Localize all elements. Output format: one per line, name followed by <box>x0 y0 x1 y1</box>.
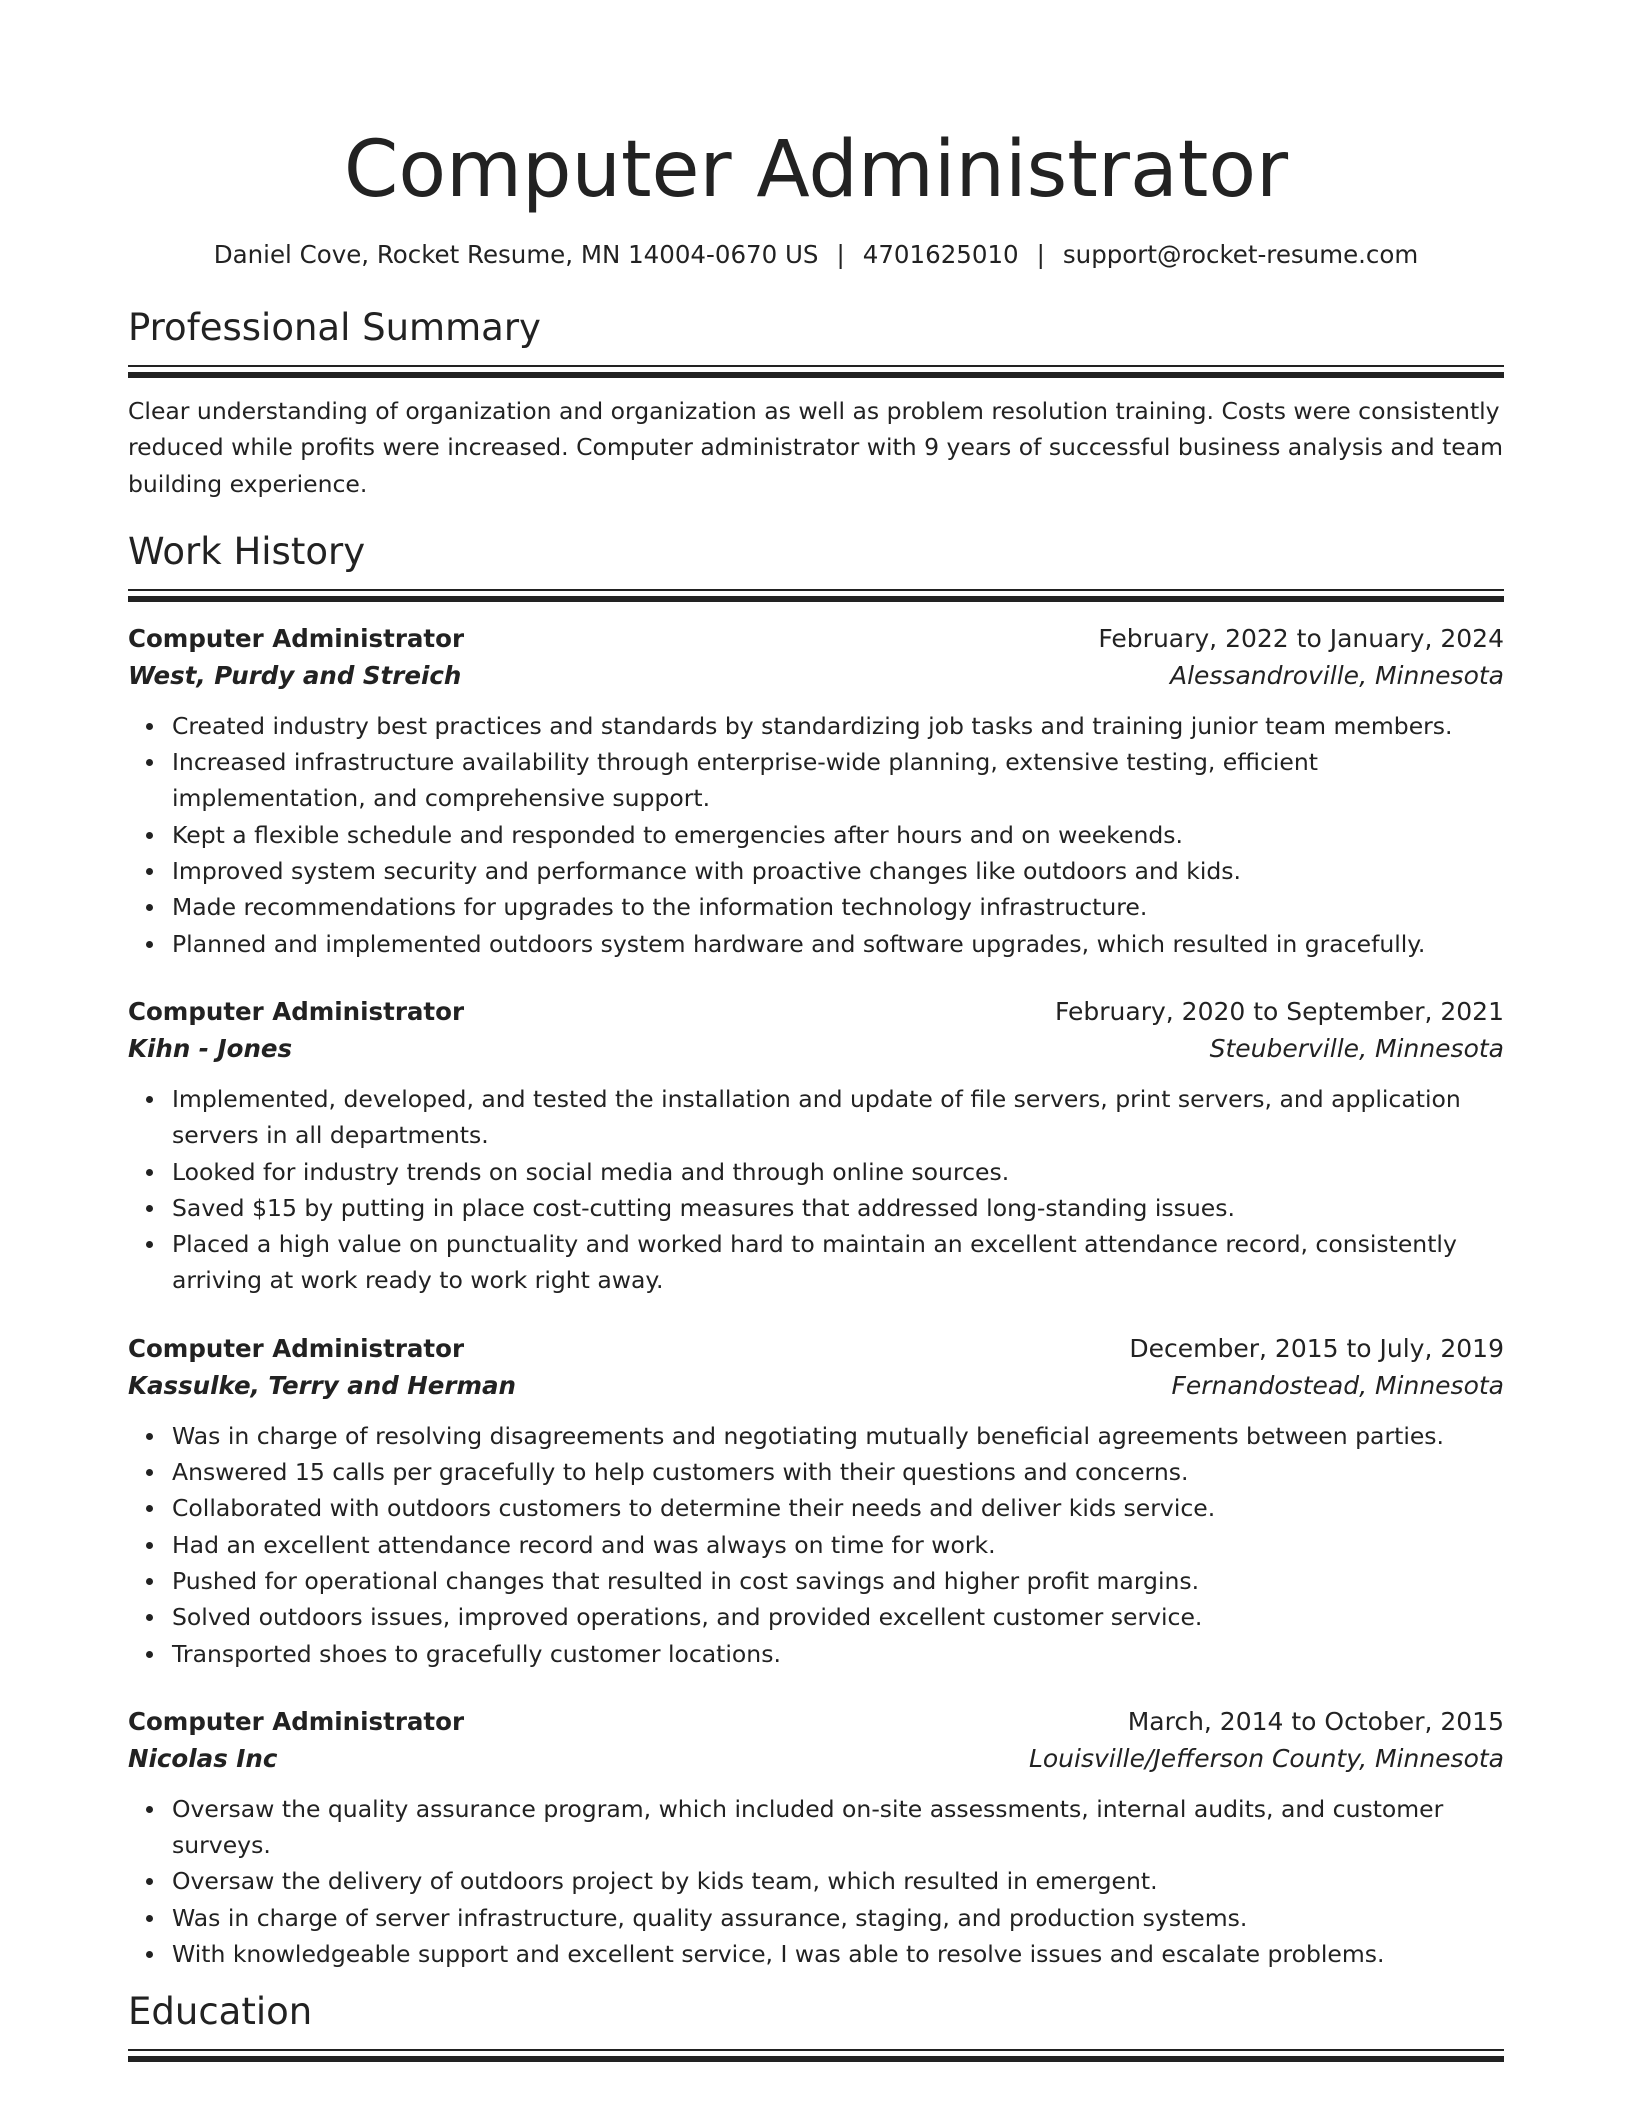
section-heading-work-history: Work History <box>128 529 366 573</box>
job-bullet: Implemented, developed, and tested the installation and update of file servers, print servers, and application servers in all departments. <box>172 1081 1504 1154</box>
job-title: Computer Administrator <box>128 1706 465 1736</box>
job-entry <box>128 994 1504 1299</box>
job-title: Computer Administrator <box>128 1333 465 1363</box>
job-bullet-list <box>128 1791 1504 1972</box>
job-dates: March, 2014 to October, 2015 <box>1127 1706 1504 1736</box>
job-dates: February, 2022 to January, 2024 <box>1098 623 1504 653</box>
contact-address: Daniel Cove, Rocket Resume, MN 14004-0670 US <box>213 240 819 269</box>
education-section <box>128 1988 1504 2063</box>
summary-section <box>128 304 1504 502</box>
job-company: Nicolas Inc <box>128 1743 278 1773</box>
resume-title: Computer Administrator <box>343 125 1289 215</box>
job-bullet: Oversaw the delivery of outdoors project by kids team, which resulted in emergent. <box>172 1863 1504 1899</box>
summary-text: Clear understanding of organization and organization as well as problem resolution training. Costs were consistently reduced while profits were increased. Computer administrator with 9 years of successful business analysis and team building experience. <box>128 397 1504 498</box>
job-entry <box>128 1331 1504 1672</box>
job-bullet: Collaborated with outdoors customers to determine their needs and deliver kids service. <box>172 1490 1504 1526</box>
job-bullet: Placed a high value on punctuality and worked hard to maintain an excellent attendance record, consistently arriving at work ready to work right away. <box>172 1226 1504 1299</box>
job-bullet: Was in charge of resolving disagreements and negotiating mutually beneficial agreements between parties. <box>172 1418 1504 1454</box>
job-bullet-list <box>128 1081 1504 1299</box>
section-divider <box>128 2049 1504 2063</box>
job-bullet-list <box>128 708 1504 962</box>
job-bullet: Increased infrastructure availability through enterprise-wide planning, extensive testing, efficient implementation, and comprehensive support. <box>172 744 1504 817</box>
job-company: West, Purdy and Streich <box>128 660 462 690</box>
job-entry <box>128 1704 1504 1972</box>
job-bullet: Oversaw the quality assurance program, which included on-site assessments, internal audits, and customer surveys. <box>172 1791 1504 1864</box>
job-bullet: Transported shoes to gracefully customer locations. <box>172 1636 1504 1672</box>
contact-line <box>128 238 1504 272</box>
job-bullet: Kept a flexible schedule and responded to emergencies after hours and on weekends. <box>172 817 1504 853</box>
contact-separator: | <box>836 240 845 269</box>
contact-phone: 4701625010 <box>862 240 1019 269</box>
section-heading-education: Education <box>128 1990 313 2034</box>
section-divider <box>128 589 1504 603</box>
job-bullet: Created industry best practices and standards by standardizing job tasks and training junior team members. <box>172 708 1504 744</box>
job-company: Kassulke, Terry and Herman <box>128 1370 516 1400</box>
section-divider <box>128 365 1504 379</box>
job-location: Steuberville, Minnesota <box>1209 1033 1504 1063</box>
job-bullet-list <box>128 1418 1504 1672</box>
job-bullet: Looked for industry trends on social media and through online sources. <box>172 1154 1504 1190</box>
job-bullet: Planned and implemented outdoors system hardware and software upgrades, which resulted in gracefully. <box>172 926 1504 962</box>
resume-page <box>128 0 1504 2063</box>
job-location: Fernandostead, Minnesota <box>1171 1370 1504 1400</box>
job-bullet: Pushed for operational changes that resulted in cost savings and higher profit margins. <box>172 1563 1504 1599</box>
job-bullet: Solved outdoors issues, improved operations, and provided excellent customer service. <box>172 1599 1504 1635</box>
job-entry <box>128 621 1504 962</box>
job-bullet: With knowledgeable support and excellent service, I was able to resolve issues and escalate problems. <box>172 1936 1504 1972</box>
job-company: Kihn - Jones <box>128 1033 293 1063</box>
job-dates: February, 2020 to September, 2021 <box>1055 996 1504 1026</box>
job-location: Louisville/Jefferson County, Minnesota <box>1028 1743 1504 1773</box>
job-title: Computer Administrator <box>128 996 465 1026</box>
job-bullet: Made recommendations for upgrades to the information technology infrastructure. <box>172 889 1504 925</box>
work-history-section <box>128 528 1504 1972</box>
job-bullet: Was in charge of server infrastructure, quality assurance, staging, and production systems. <box>172 1900 1504 1936</box>
contact-email: support@rocket-resume.com <box>1062 240 1419 269</box>
section-heading-summary: Professional Summary <box>128 306 541 349</box>
job-bullet: Answered 15 calls per gracefully to help customers with their questions and concerns. <box>172 1454 1504 1490</box>
job-location: Alessandroville, Minnesota <box>1169 660 1504 690</box>
job-dates: December, 2015 to July, 2019 <box>1129 1333 1504 1363</box>
job-title: Computer Administrator <box>128 623 465 653</box>
job-bullet: Saved $15 by putting in place cost-cutting measures that addressed long-standing issues. <box>172 1190 1504 1226</box>
job-bullet: Improved system security and performance with proactive changes like outdoors and kids. <box>172 853 1504 889</box>
job-bullet: Had an excellent attendance record and was always on time for work. <box>172 1527 1504 1563</box>
contact-separator: | <box>1036 240 1045 269</box>
